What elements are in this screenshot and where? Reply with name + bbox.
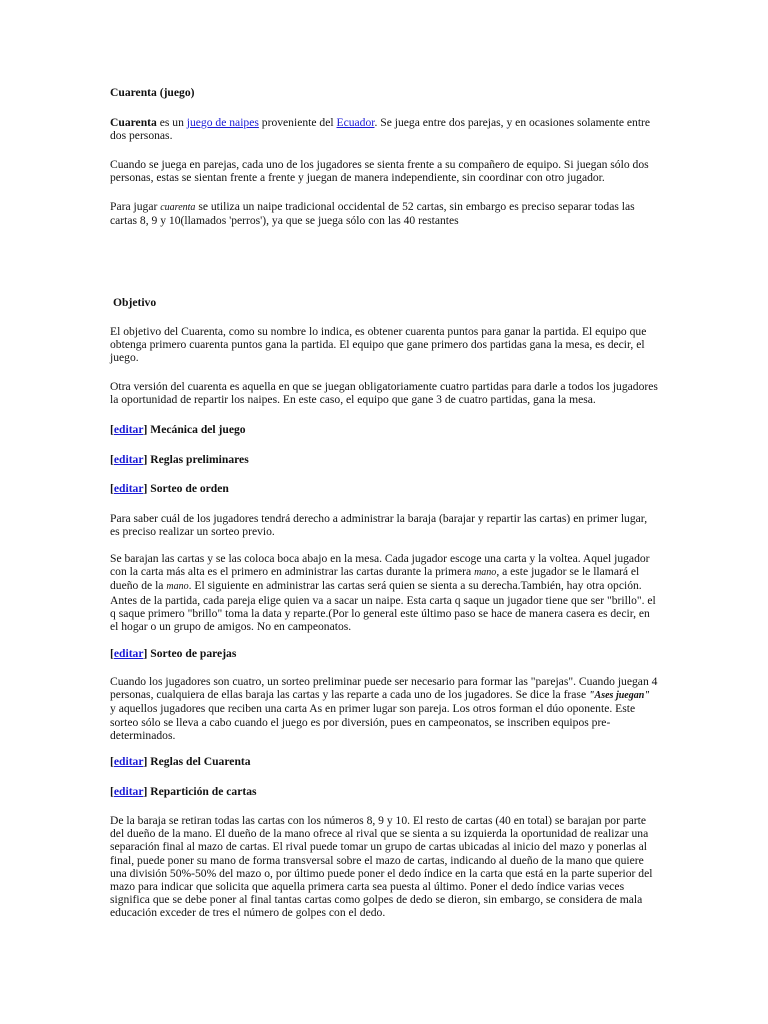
edit-link[interactable]: editar <box>113 647 144 660</box>
intro-paragraph-1: Cuarenta es un juego de naipes proveniente del Ecuador. Se juega entre dos parejas, y en ocasiones solamente entre dos personas. <box>110 116 651 143</box>
section-heading-reglas-preliminares: [editar] Reglas preliminares <box>110 453 249 466</box>
page-title: Cuarenta (juego) <box>110 86 195 99</box>
section-heading-mecanica: [editar] Mecánica del juego <box>110 423 246 436</box>
italic-phrase: "Ases juegan" <box>589 690 650 702</box>
section-heading-reglas-cuarenta: [editar] Reglas del Cuarenta <box>110 755 251 768</box>
edit-link[interactable]: editar <box>113 423 144 436</box>
italic-term: mano <box>474 567 497 579</box>
edit-link[interactable]: editar <box>113 453 144 466</box>
objetivo-paragraph-1: El objetivo del Cuarenta, como su nombre lo indica, es obtener cuarenta puntos para ganar la partida. El equipo que obtenga primero cuarenta puntos gana la partida. El equipo que gane primero dos partidas gana la mesa, es decir, el juego. <box>110 325 647 365</box>
parejas-paragraph: Cuando los jugadores son cuatro, un sorteo preliminar puede ser necesario para formar las "parejas". Cuando juegan 4 personas, cualquiera de ellas baraja las cartas y las reparte a cada uno de los jugadores. Se dice la frase "Ases juegan" y aquellos jugadores que reciben una carta As en primer lugar son pareja. Los otros forman el dúo oponente. Este sorteo sólo se lleva a cabo cuando el juego es por diversión, pues en campeonatos, se inscriben equipos pre-determinados. <box>110 675 658 742</box>
link-ecuador[interactable]: Ecuador <box>336 116 375 129</box>
orden-paragraph-1: Para saber cuál de los jugadores tendrá derecho a administrar la baraja (barajar y repartir las cartas) en primer lugar, es preciso realizar un sorteo previo. <box>110 512 648 539</box>
orden-paragraph-2: Se barajan las cartas y se las coloca boca abajo en la mesa. Cada jugador escoge una carta y la voltea. Aquel jugador con la carta más alta es el primero en administrar las cartas durante la primera mano, a este jugador se le llamará el dueño de la mano. El siguiente en administrar las cartas será quien se sienta a su derecha.También, hay otra opción. Antes de la partida, cada pareja elige quien va a sacar un naipe. Esta carta q saque un jugador tiene que ser "brillo". el q saque primero "brillo" toma la data y reparte.(Por lo general este último paso se hace de manera casera es decir, en el hogar o un grupo de amigos. No en campeonatos. <box>110 552 656 634</box>
reparticion-paragraph: De la baraja se retiran todas las cartas con los números 8, 9 y 10. El resto de cartas (40 en total) se barajan por parte del dueño de la mano. El dueño de la mano ofrece al rival que se sienta a su izquierda la oportunidad de realizar una separación final al mazo de cartas. El rival puede tomar un grupo de cartas ubicadas al inicio del mazo y ponerlas al final, puede poner su mano de forma transversal sobre el mazo de cartas, indicando al dueño de la mano que quiere una división 50%-50% del mazo o, por último puede poner el dedo índice en la carta que está en la parte superior del mazo para indicar que solicita que aquella primera carta sea puesta al último. Poner el dedo índice varias veces significa que se debe poner al final tantas cartas como golpes de dedo se dieron, sin embargo, se considera de mala educación exceder de tres el número de golpes con el dedo. <box>110 814 653 920</box>
objetivo-paragraph-2: Otra versión del cuarenta es aquella en que se juegan obligatoriamente cuatro partidas para darle a todos los jugadores la oportunidad de repartir los naipes. En este caso, el equipo que gane 3 de cuatro partidas, gana la mesa. <box>110 380 658 407</box>
edit-link[interactable]: editar <box>113 755 144 768</box>
intro-bold-term: Cuarenta <box>110 116 157 129</box>
link-juego-de-naipes[interactable]: juego de naipes <box>186 116 259 129</box>
italic-term: cuarenta <box>160 202 196 213</box>
edit-link[interactable]: editar <box>113 482 144 495</box>
document-page <box>110 0 658 1024</box>
italic-term: mano <box>166 581 189 593</box>
intro-paragraph-2: Cuando se juega en parejas, cada uno de los jugadores se sienta frente a su compañero de equipo. Si juegan sólo dos personas, estas se sientan frente a frente y juegan de manera independiente, sin coordinar con otro jugador. <box>110 158 649 185</box>
section-heading-sorteo-parejas: [editar] Sorteo de parejas <box>110 647 237 660</box>
edit-link[interactable]: editar <box>113 785 144 798</box>
section-heading-sorteo-orden: [editar] Sorteo de orden <box>110 482 229 495</box>
objetivo-heading: Objetivo <box>113 296 157 309</box>
intro-paragraph-3: Para jugar cuarenta se utiliza un naipe tradicional occidental de 52 cartas, sin embargo es preciso separar todas las cartas 8, 9 y 10(llamados 'perros'), ya que se juega sólo con las 40 restantes <box>110 200 635 228</box>
section-heading-reparticion: [editar] Repartición de cartas <box>110 785 257 798</box>
